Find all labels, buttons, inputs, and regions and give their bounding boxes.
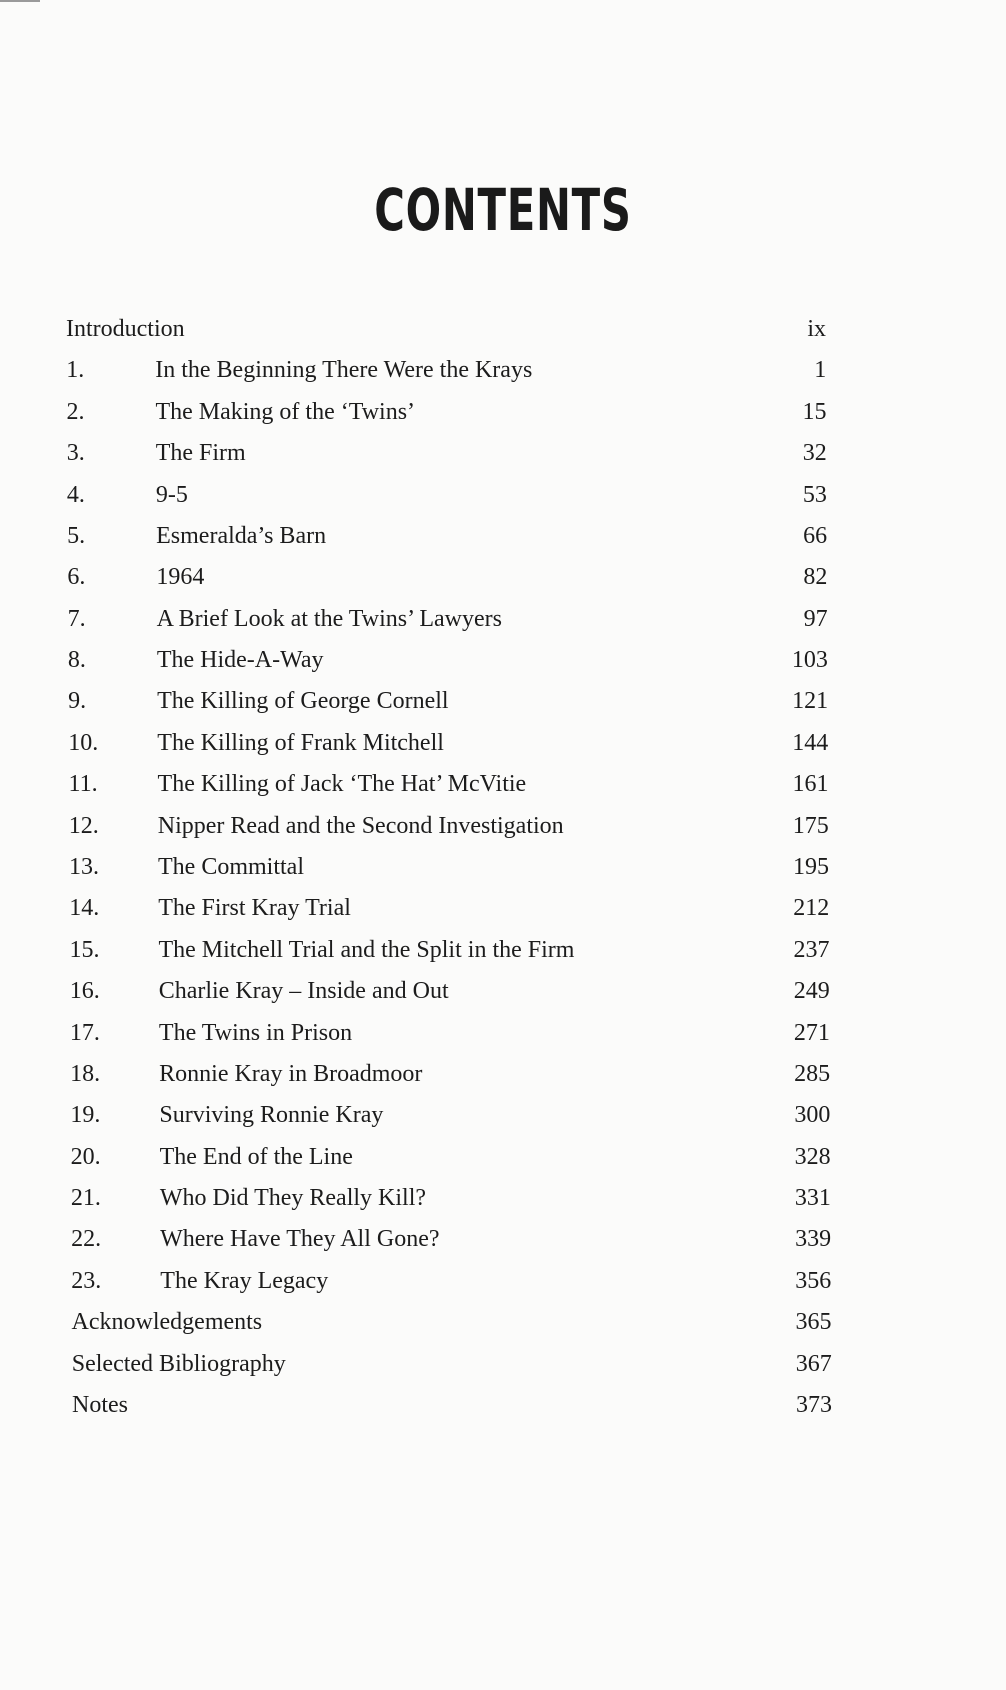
toc-entry — [0, 933, 1006, 967]
toc-entry-title: Surviving Ronnie Kray — [159, 1102, 384, 1129]
toc-entry-page-number: 373 — [796, 1392, 832, 1418]
toc-entry-number: 16. — [69, 978, 100, 1005]
toc-entry-page-number: 285 — [794, 1060, 831, 1087]
toc-entry-title: Notes — [72, 1392, 128, 1418]
toc-entry — [0, 1305, 1006, 1339]
toc-entry-title: A Brief Look at the Twins’ Lawyers — [156, 605, 502, 632]
toc-entry — [0, 560, 1006, 594]
toc-entry-page-number: 97 — [803, 605, 828, 632]
toc-entry — [0, 809, 1006, 843]
toc-entry — [0, 850, 1006, 884]
toc-entry-page-number: 103 — [791, 647, 828, 674]
toc-entry-number: 12. — [68, 812, 99, 839]
toc-entry-number: 19. — [70, 1102, 101, 1129]
toc-entry-page-number: 271 — [793, 1019, 830, 1046]
toc-entry — [0, 974, 1006, 1008]
toc-entry-number: 6. — [67, 564, 86, 591]
toc-entry — [0, 1347, 1006, 1381]
toc-entry-number: 4. — [66, 481, 85, 508]
toc-entry-number: 20. — [70, 1143, 101, 1170]
toc-entry-number: 2. — [66, 398, 85, 425]
toc-entry-page-number: 356 — [795, 1267, 832, 1294]
toc-entry-page-number: 195 — [793, 854, 829, 880]
toc-entry-title: The Making of the ‘Twins’ — [155, 398, 416, 425]
toc-entry — [0, 1388, 1006, 1422]
toc-entry-page-number: 328 — [794, 1143, 831, 1170]
toc-entry — [0, 1016, 1006, 1050]
toc-entry-number: 5. — [67, 522, 86, 549]
toc-entry-number: 18. — [70, 1060, 101, 1087]
toc-entry — [0, 891, 1006, 925]
toc-entry — [0, 684, 1006, 718]
toc-entry-page-number: 331 — [794, 1185, 831, 1212]
toc-entry-title: Acknowledgements — [71, 1309, 263, 1336]
toc-entry-title: Charlie Kray – Inside and Out — [158, 978, 449, 1005]
toc-entry — [0, 436, 1006, 470]
toc-entry-page-number: 249 — [793, 978, 830, 1005]
toc-entry — [0, 1222, 1006, 1256]
toc-entry-number: 1. — [66, 357, 85, 384]
toc-entry-page-number: 161 — [792, 771, 829, 798]
toc-entry-title: The Killing of Frank Mitchell — [157, 729, 444, 756]
toc-entry — [0, 519, 1006, 553]
toc-entry-title: The First Kray Trial — [158, 895, 351, 922]
toc-entry-number: 13. — [69, 854, 99, 880]
toc-entry-title: Nipper Read and the Second Investigation — [157, 812, 564, 839]
toc-entry-page-number: 237 — [793, 936, 830, 963]
toc-entry-page-number: 32 — [802, 440, 827, 467]
toc-entry-page-number: 212 — [793, 895, 830, 922]
toc-entry-page-number: 1 — [814, 357, 827, 384]
toc-entry-number: 15. — [69, 936, 100, 963]
toc-entry-number: 17. — [69, 1019, 100, 1046]
toc-entry — [0, 767, 1006, 801]
toc-entry-title: Ronnie Kray in Broadmoor — [159, 1060, 423, 1087]
toc-entry-page-number: 339 — [795, 1226, 832, 1253]
toc-entry — [0, 1098, 1006, 1132]
toc-entry-page-number: 300 — [794, 1102, 831, 1129]
toc-entry-page-number: 15 — [802, 398, 827, 425]
toc-entry-title: In the Beginning There Were the Krays — [155, 357, 533, 384]
toc-entry — [0, 726, 1006, 760]
toc-entry — [0, 602, 1006, 636]
toc-entry-title: The Twins in Prison — [158, 1019, 353, 1046]
toc-entry-title: The Hide-A-Way — [156, 647, 324, 674]
toc-entry-title: 1964 — [156, 564, 205, 591]
toc-entry-title: The Mitchell Trial and the Split in the Firm — [158, 936, 575, 963]
toc-entry — [0, 1264, 1006, 1298]
toc-entry-title: Where Have They All Gone? — [160, 1226, 440, 1253]
toc-entry-title: The Kray Legacy — [160, 1267, 329, 1294]
toc-entry — [0, 643, 1006, 677]
toc-entry-page-number: 53 — [802, 481, 827, 508]
toc-entry-number: 11. — [68, 771, 98, 798]
toc-entry-number: 8. — [67, 647, 86, 674]
toc-entry-title: The Killing of Jack ‘The Hat’ McVitie — [157, 771, 527, 798]
toc-entry-number: 9. — [68, 688, 87, 715]
toc-entry-number: 7. — [67, 605, 86, 632]
toc-entry-title: Introduction — [66, 316, 185, 342]
toc-entry-page-number: 121 — [792, 688, 829, 715]
toc-entry-number: 22. — [71, 1226, 102, 1253]
toc-entry-number: 10. — [68, 729, 99, 756]
toc-entry-title: The Committal — [158, 854, 304, 880]
toc-entry-number: 14. — [69, 895, 100, 922]
toc-entry-page-number: 144 — [792, 729, 829, 756]
toc-entry-page-number: 82 — [803, 564, 828, 591]
toc-entry — [0, 1181, 1006, 1215]
toc-entry-page-number: 66 — [803, 522, 828, 549]
toc-entry-number: 3. — [66, 440, 85, 467]
toc-entry-title: Esmeralda’s Barn — [156, 522, 327, 549]
toc-entry — [0, 478, 1006, 512]
toc-entry-page-number: 365 — [795, 1309, 832, 1336]
toc-entry-title: Who Did They Really Kill? — [159, 1185, 427, 1212]
toc-entry-number: 21. — [70, 1185, 101, 1212]
toc-entry — [0, 395, 1006, 429]
toc-entry-title: The Firm — [155, 440, 246, 467]
toc-entry-page-number: ix — [807, 316, 826, 342]
toc-entry-title: The End of the Line — [159, 1143, 353, 1170]
page-title: CONTENTS — [374, 176, 632, 244]
toc-entry-title: Selected Bibliography — [71, 1350, 286, 1377]
toc-entry-page-number: 175 — [792, 812, 829, 839]
toc-entry — [0, 312, 1006, 346]
toc-entry — [0, 1057, 1006, 1091]
toc-entry-number: 23. — [71, 1267, 102, 1294]
toc-entry-page-number: 367 — [795, 1350, 832, 1377]
toc-entry-title: 9-5 — [155, 481, 188, 508]
toc-entry — [0, 353, 1006, 387]
toc-entry-title: The Killing of George Cornell — [157, 688, 449, 715]
toc-entry — [0, 1140, 1006, 1174]
